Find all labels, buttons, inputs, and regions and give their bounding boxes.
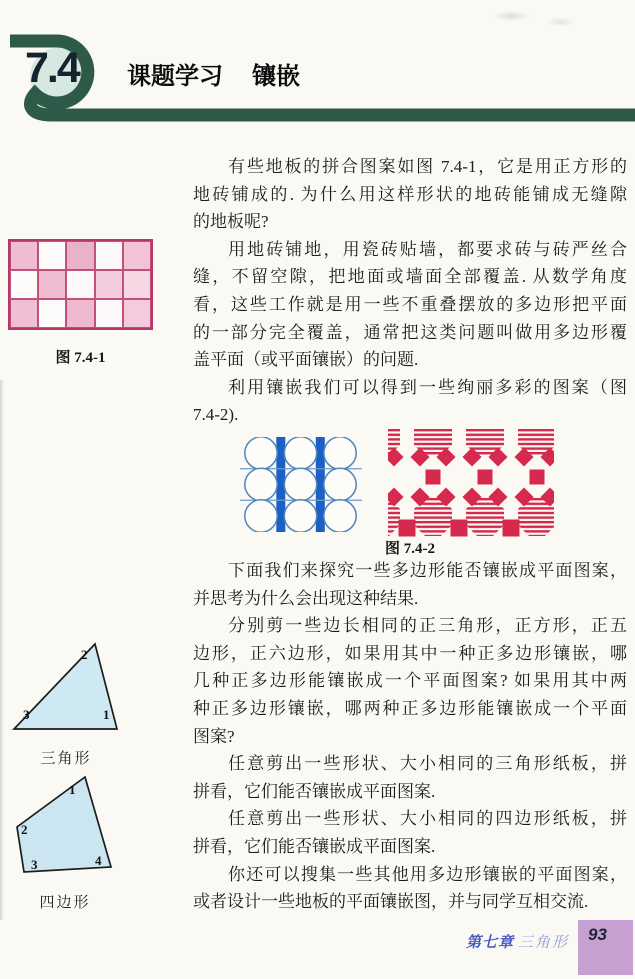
text-line: 或者设计一些地板的平面镶嵌图，并与同学互相交流. xyxy=(193,892,589,912)
tile-circle xyxy=(324,468,356,500)
grid-cell xyxy=(95,241,123,270)
text-line: 分别剪一些边长相同的正三角形，正方形，正五 xyxy=(228,616,627,636)
axis-square xyxy=(530,470,545,485)
tile-circle xyxy=(324,500,356,532)
quad-label: 四边形 xyxy=(39,895,91,911)
text-line: 利用镶嵌我们可以得到一些绚丽多彩的图案（图 xyxy=(228,377,627,397)
quad-vertex-label-top: 1 xyxy=(69,782,76,797)
grid-cell xyxy=(10,241,38,270)
triangle-vertex-label-bottom-right: 1 xyxy=(103,707,110,722)
triangle-vertex-label-top: 2 xyxy=(81,647,88,662)
paragraph xyxy=(193,557,627,612)
grid-cell xyxy=(95,270,123,299)
axis-square xyxy=(426,470,441,485)
tile-circle xyxy=(284,500,316,532)
text-line: 种正多边形镶嵌，哪两种正多边形能镶嵌成一个平面 xyxy=(193,698,627,718)
quad-vertex-label-bottom-right: 4 xyxy=(95,853,102,868)
grid-cell xyxy=(10,299,38,328)
bottom-square xyxy=(503,520,520,537)
text-line: 任意剪出一些形状、大小相同的四边形纸板，拼 xyxy=(228,809,627,829)
section-subtitle: 镶嵌 xyxy=(252,63,300,90)
grid-cell xyxy=(123,299,151,328)
tile-circle xyxy=(284,437,316,469)
text-line: 地砖铺成的. 为什么用这样形状的地砖能铺成无缝隙 xyxy=(193,184,627,204)
axis-square xyxy=(478,470,493,485)
text-column-bottom xyxy=(193,557,627,916)
footer-chapter: 第七章 xyxy=(466,935,515,951)
page-gutter-shadow xyxy=(0,380,4,920)
paragraph xyxy=(193,374,627,429)
circle-tessellation-pattern xyxy=(240,437,362,532)
bottom-square xyxy=(399,520,416,537)
text-line: 图案? xyxy=(193,726,235,746)
text-column-top xyxy=(193,153,627,429)
text-line: 拼看，它们能否镶嵌成平面图案. xyxy=(193,781,436,801)
tile-circle xyxy=(245,437,277,469)
octagon-tessellation-pattern xyxy=(388,429,554,537)
paragraph xyxy=(193,805,627,860)
ribbon-path xyxy=(10,41,635,115)
text-line: 的一部分完全覆盖，通常把这类问题叫做用多边形覆 xyxy=(193,322,627,342)
tile-circle xyxy=(245,500,277,532)
paragraph xyxy=(193,236,627,374)
grid-cell xyxy=(38,241,66,270)
figure-7-4-2-caption: 图 7.4-2 xyxy=(385,541,435,557)
text-line: 下面我们来探究一些多边形能否镶嵌成平面图案， xyxy=(228,561,627,580)
grid-cell xyxy=(123,270,151,299)
triangle-label: 三角形 xyxy=(40,751,92,767)
text-line: 边形，正六边形，如果用其中一种正多边形镶嵌，哪 xyxy=(193,643,627,663)
figure-7-4-1-grid xyxy=(8,239,153,330)
text-line: 盖平面（或平面镶嵌）的问题. xyxy=(193,350,419,370)
triangle-vertex-label-bottom-left: 3 xyxy=(23,707,30,722)
bottom-square xyxy=(451,520,468,537)
page-number-box xyxy=(578,920,633,975)
text-line: 拼看，它们能否镶嵌成平面图案. xyxy=(193,836,436,856)
text-line: 缝，不留空隙，把地面或墙面全部覆盖. 从数学角度 xyxy=(193,267,627,287)
grid-cell xyxy=(38,270,66,299)
text-line: 用地砖铺地，用瓷砖贴墙，都要求砖与砖严丝合 xyxy=(228,239,627,259)
paragraph xyxy=(193,861,627,916)
text-line: 并思考为什么会出现这种结果. xyxy=(193,588,419,608)
text-line: 几种正多边形能镶嵌成一个平面图案? 如果用其中两 xyxy=(193,671,627,691)
footer-chapter-title: 三角形 xyxy=(518,935,570,951)
quad-figure xyxy=(12,772,118,876)
grid-cell xyxy=(10,270,38,299)
text-line: 有些地板的拼合图案如图 7.4-1，它是用正方形的 xyxy=(228,157,627,176)
page-number: 93 xyxy=(588,925,607,944)
figure-7-4-2 xyxy=(193,429,627,557)
grid-cell xyxy=(66,270,94,299)
text-line: 看，这些工作就是用一些不重叠摆放的多边形把平面 xyxy=(193,294,627,314)
section-number: 7.4 xyxy=(25,44,79,92)
section-title: 课题学习 xyxy=(127,63,223,90)
text-line: 7.4-2). xyxy=(193,405,239,425)
text-line: 的地板呢? xyxy=(193,212,269,232)
quad-vertex-label-bottom-left: 3 xyxy=(31,857,38,872)
grid-cell xyxy=(66,241,94,270)
grid-cell xyxy=(95,299,123,328)
grid-cell xyxy=(123,241,151,270)
scan-smudge xyxy=(478,4,588,34)
paragraph xyxy=(193,612,627,750)
tile-circle xyxy=(245,468,277,500)
paragraph xyxy=(193,153,627,236)
grid-cell xyxy=(38,299,66,328)
text-line: 任意剪出一些形状、大小相同的三角形纸板，拼 xyxy=(228,754,627,774)
quad-vertex-label-left: 2 xyxy=(21,822,28,837)
paragraph xyxy=(193,750,627,805)
figure-7-4-1-caption: 图 7.4-1 xyxy=(55,350,106,366)
text-line: 你还可以搜集一些其他用多边形镶嵌的平面图案， xyxy=(228,864,627,884)
tile-circle xyxy=(324,437,356,469)
tile-circle xyxy=(284,468,316,500)
grid-cell xyxy=(66,299,94,328)
